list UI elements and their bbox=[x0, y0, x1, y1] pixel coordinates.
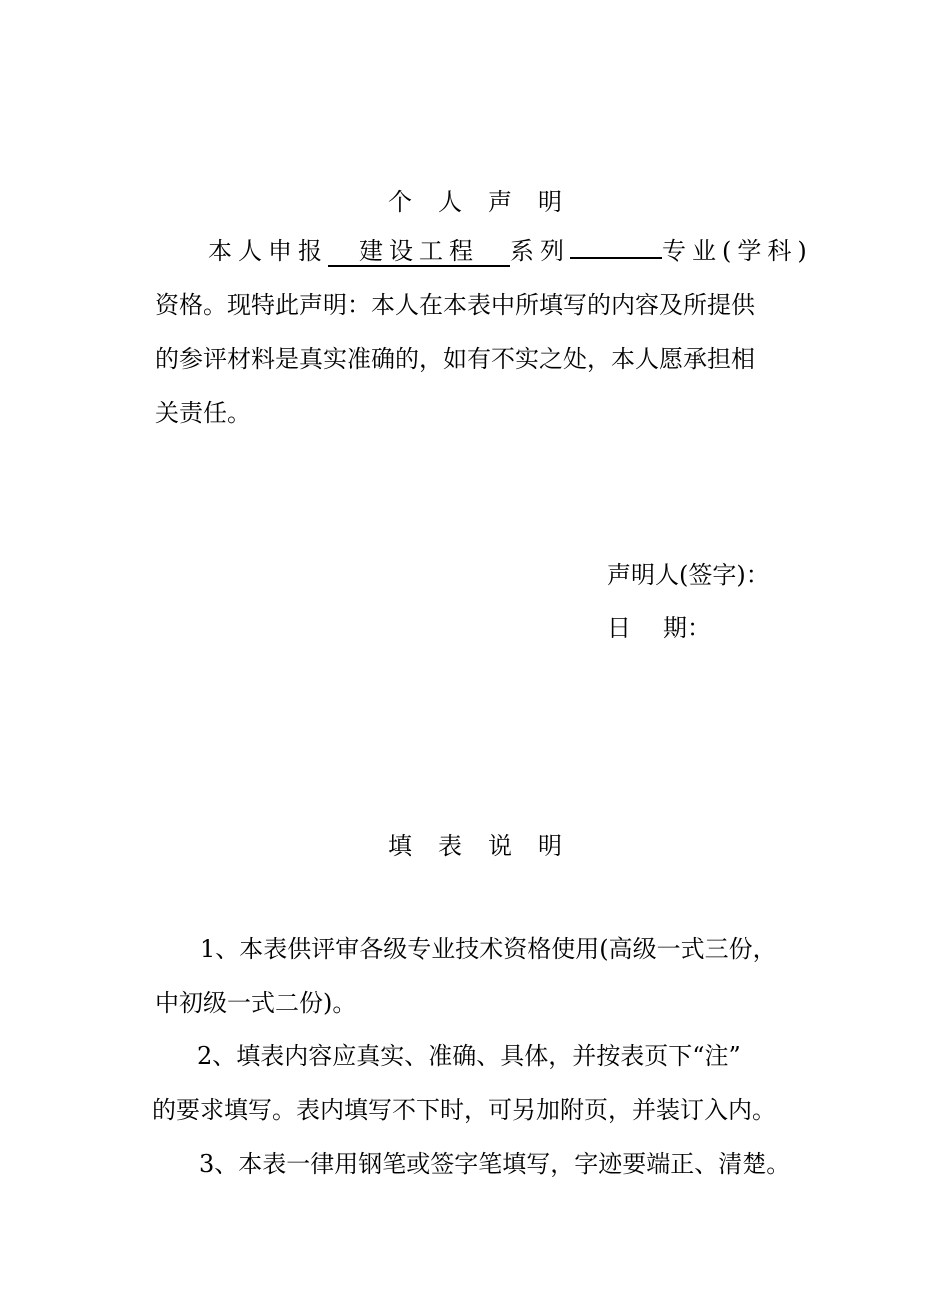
date-label-first: 日 bbox=[607, 614, 631, 642]
instruction-1-line-2: 中初级一式二份)。 bbox=[155, 989, 357, 1017]
date-label bbox=[607, 613, 711, 643]
instruction-2-line-2: 的要求填写。表内填写不下时，可另加附页，并装订入内。 bbox=[152, 1096, 776, 1124]
declaration-line-1 bbox=[208, 236, 813, 267]
instructions-title: 填表说明 bbox=[388, 832, 588, 860]
major-label: 专业(学科) bbox=[662, 237, 813, 265]
declaration-title: 个人声明 bbox=[388, 188, 588, 216]
series-field[interactable]: 建设工程 bbox=[328, 237, 510, 267]
declaration-line-3: 的参评材料是真实准确的，如有不实之处，本人愿承担相 bbox=[155, 345, 755, 373]
declaration-line-2: 资格。现特此声明：本人在本表中所填写的内容及所提供 bbox=[155, 291, 755, 319]
signer-label: 声明人(签字)： bbox=[607, 561, 770, 589]
major-field[interactable] bbox=[570, 257, 662, 259]
instruction-2-line-1: 2、填表内容应真实、准确、具体，并按表页下“注” bbox=[197, 1042, 741, 1070]
instruction-3-line-1: 3、本表一律用钢笔或签字笔填写，字迹要端正、清楚。 bbox=[199, 1150, 791, 1178]
declaration-line-4: 关责任。 bbox=[155, 399, 251, 427]
instruction-1-line-1: 1、本表供评审各级专业技术资格使用(高级一式三份， bbox=[200, 935, 777, 963]
series-label: 系列 bbox=[510, 237, 570, 265]
date-label-second: 期： bbox=[663, 614, 711, 642]
apply-prefix: 本人申报 bbox=[208, 237, 328, 265]
